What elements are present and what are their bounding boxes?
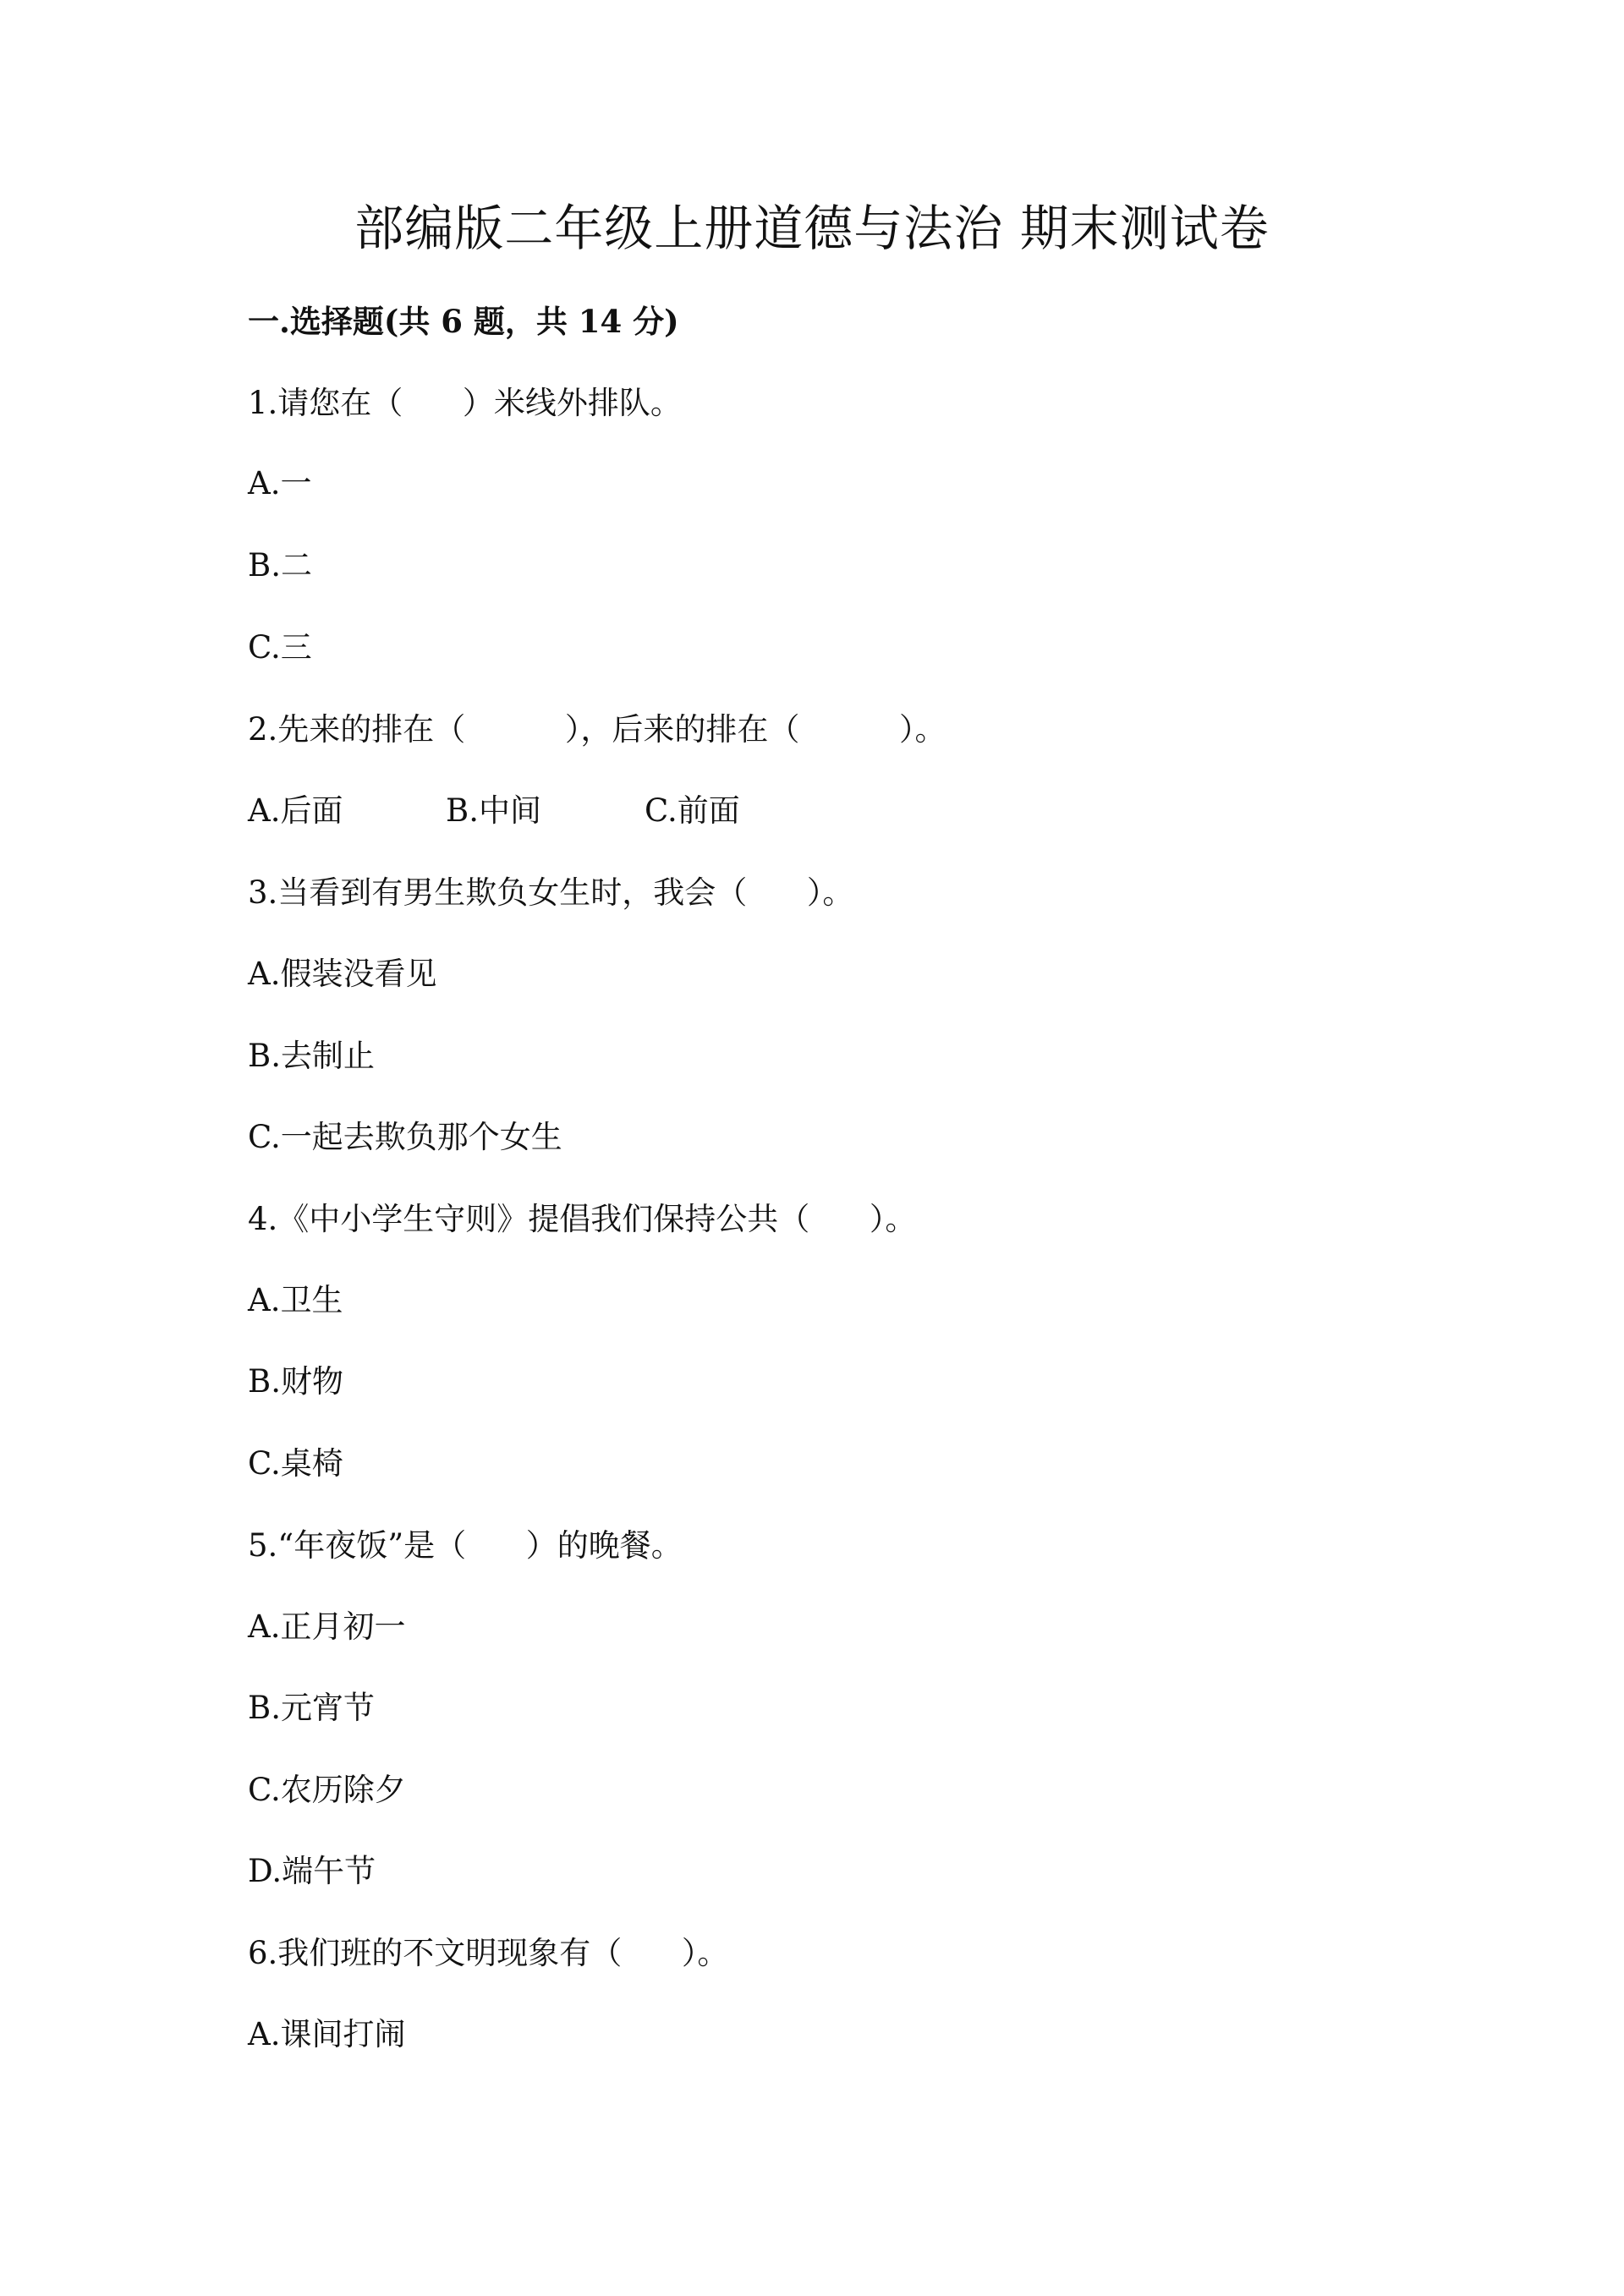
question-4-option-c: C.桌椅: [248, 1445, 343, 1482]
question-4-option-b: B.财物: [248, 1363, 343, 1400]
question-2-option-b: B.中间: [446, 792, 541, 829]
question-4-stem: 4.《中小学生守则》提倡我们保持公共（ ）。: [248, 1201, 917, 1237]
question-3-option-a: A.假装没看见: [248, 956, 437, 992]
section-heading: 一.选择题(共 6 题，共 14 分): [248, 303, 679, 340]
question-3-option-b: B.去制止: [248, 1038, 375, 1074]
page-title: 部编版二年级上册道德与法治 期末测试卷: [354, 200, 1270, 257]
question-6-option-a: A.课间打闹: [248, 2016, 406, 2052]
question-2-option-c: C.前面: [645, 792, 740, 829]
question-1-option-b: B.二: [248, 547, 312, 584]
question-5-option-d: D.端午节: [248, 1853, 376, 1889]
question-2-stem: 2.先来的排在（ ），后来的排在（ ）。: [248, 711, 946, 748]
question-5-stem: 5.“年夜饭”是（ ）的晚餐。: [248, 1527, 683, 1564]
question-5-option-b: B.元宵节: [248, 1690, 375, 1726]
question-2-option-a: A.后面: [248, 792, 343, 829]
question-4-option-a: A.卫生: [248, 1282, 343, 1318]
question-6-stem: 6.我们班的不文明现象有（ ）。: [248, 1935, 729, 1971]
question-1-option-c: C.三: [248, 629, 312, 666]
question-1-stem: 1.请您在（ ）米线外排队。: [248, 385, 682, 421]
question-1-option-a: A.一: [248, 465, 312, 501]
question-5-option-a: A.正月初一: [248, 1608, 406, 1645]
question-2-options: [248, 790, 840, 832]
question-3-stem: 3.当看到有男生欺负女生时，我会（ ）。: [248, 874, 854, 911]
question-3-option-c: C.一起去欺负那个女生: [248, 1119, 562, 1155]
question-5-option-c: C.农历除夕: [248, 1772, 406, 1808]
